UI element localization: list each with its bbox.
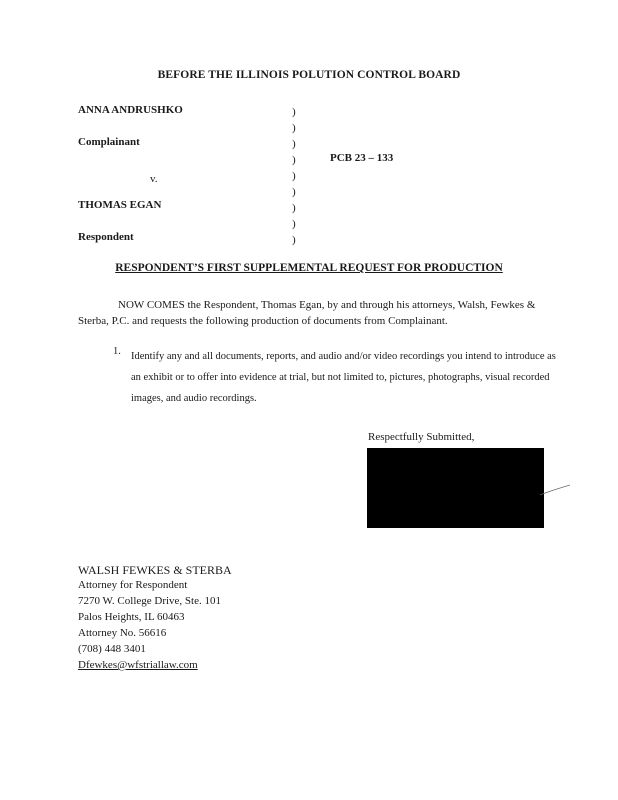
request-number: 1. [113,346,121,357]
firm-role: Attorney for Respondent [78,579,188,591]
caption-paren: ) [292,202,296,214]
request-text: Identify any and all documents, reports, and audio and/or video recordings you intend to introduce as an exhibit or to offer into evidence at trial, but not limited to, pictures, photographs, visual recorded images, and audio recordings. [131,351,556,404]
complainant-label: Complainant [78,136,140,148]
caption-paren: ) [292,170,296,182]
caption-paren: ) [292,154,296,166]
caption-paren: ) [292,234,296,246]
versus-label: v. [150,173,158,185]
complainant-name: ANNA ANDRUSHKO [78,104,183,116]
document-title: RESPONDENT’S FIRST SUPPLEMENTAL REQUEST FOR PRODUCTION [115,262,503,274]
signature-stroke [540,484,570,496]
respondent-name: THOMAS EGAN [78,199,162,211]
signature-label: Respectfully Submitted, [368,431,475,443]
caption-paren: ) [292,122,296,134]
intro-paragraph: NOW COMES the Respondent, Thomas Egan, by and through his attorneys, Walsh, Fewkes & Sterba, P.C. and requests the following production of documents from Complainant. [78,299,536,327]
firm-phone: (708) 448 3401 [78,643,146,655]
caption-paren: ) [292,138,296,150]
case-number: PCB 23 – 133 [330,152,394,164]
respondent-label: Respondent [78,231,134,243]
caption-paren: ) [292,218,296,230]
firm-address-line2: Palos Heights, IL 60463 [78,611,185,623]
caption-paren: ) [292,106,296,118]
redacted-signature [367,448,544,528]
firm-email-link[interactable]: Dfewkes@wfstriallaw.com [78,659,198,671]
attorney-number: Attorney No. 56616 [78,627,167,639]
firm-name: WALSH FEWKES & STERBA [78,563,232,577]
board-heading: BEFORE THE ILLINOIS POLUTION CONTROL BOARD [157,69,461,81]
firm-address-line1: 7270 W. College Drive, Ste. 101 [78,595,221,607]
caption-paren: ) [292,186,296,198]
